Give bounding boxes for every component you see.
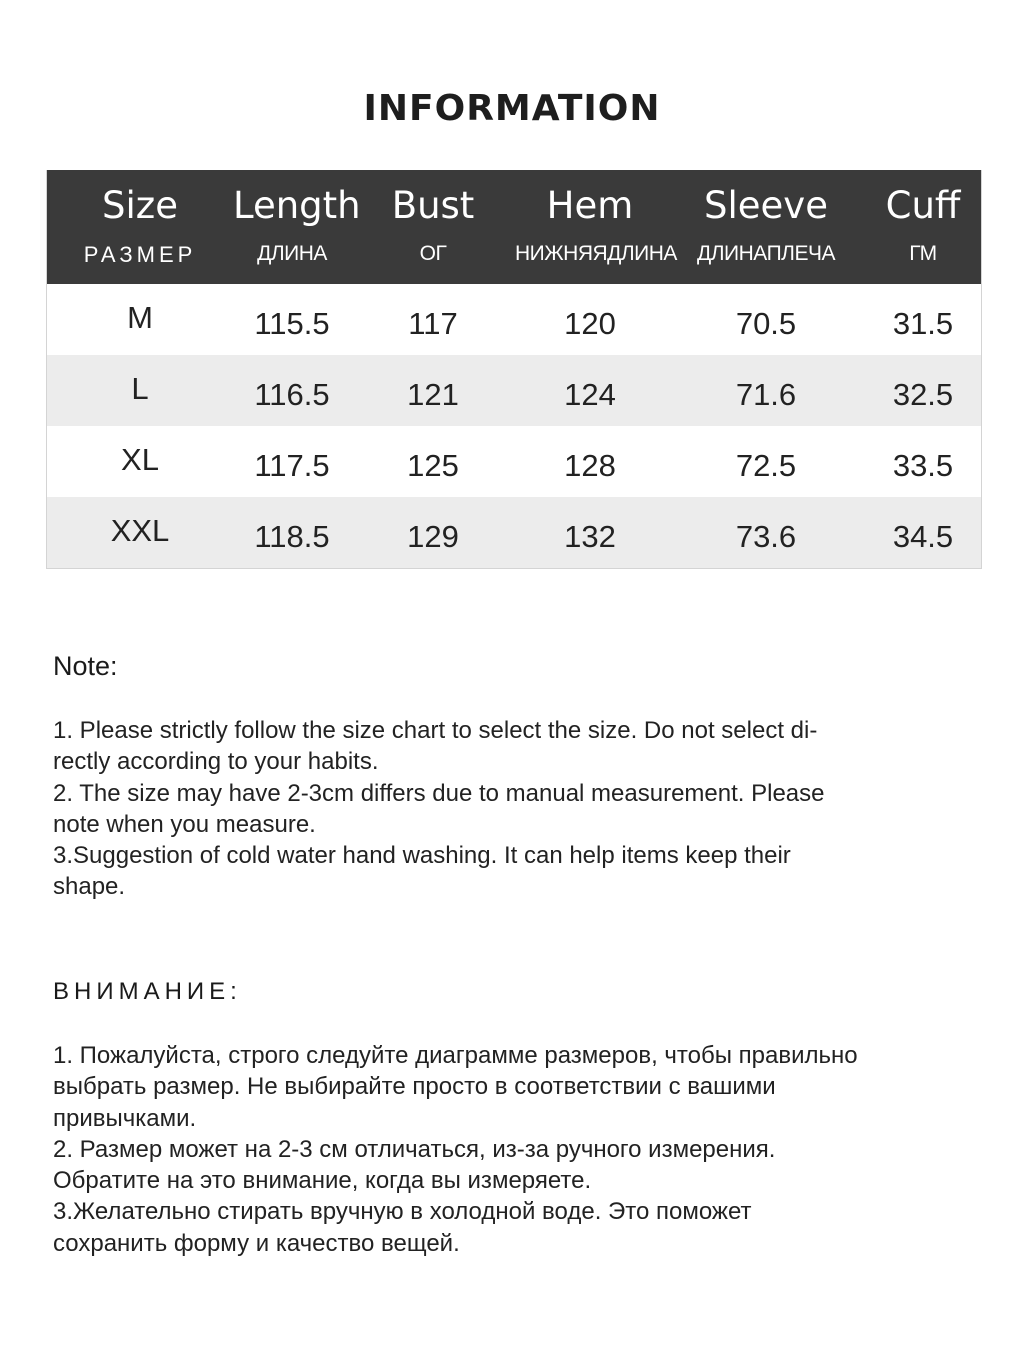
header-bust-ru: ОГ — [419, 242, 447, 265]
cell-sleeve — [665, 284, 867, 355]
cell-text: 34.5 — [892, 519, 954, 554]
vnimanie-line: 2. Размер может на 2-3 см отличаться, из-за ручного измерения. — [53, 1135, 776, 1163]
table-header — [47, 170, 981, 284]
header-cuff — [867, 170, 979, 284]
cell-length — [233, 426, 351, 497]
cell-sleeve — [665, 426, 867, 497]
cell-text: 125 — [407, 448, 459, 483]
cell-cuff — [867, 284, 979, 355]
cell-cuff — [867, 497, 979, 568]
cell-hem — [515, 497, 665, 568]
cell-length — [233, 497, 351, 568]
cell-text: M — [127, 300, 153, 335]
header-size — [47, 170, 233, 284]
note-line: 2. The size may have 2-3cm differs due to manual measurement. Please — [53, 779, 825, 807]
header-length-ru: ДЛИНА — [257, 242, 327, 265]
cell-length — [233, 284, 351, 355]
header-cuff-ru: ГМ — [909, 242, 937, 265]
header-size-ru: РАЗМЕР — [83, 242, 197, 267]
header-size-en: Size — [102, 184, 178, 227]
header-length-en: Length — [233, 184, 361, 227]
cell-length — [233, 355, 351, 426]
note-line: shape. — [53, 873, 126, 901]
cell-text: 132 — [564, 519, 616, 554]
vnimanie-line: Обратите на это внимание, когда вы измеряете. — [53, 1167, 592, 1195]
cell-text: 117 — [408, 306, 458, 341]
vnimanie-line: привычками. — [53, 1104, 197, 1132]
cell-cuff — [867, 426, 979, 497]
header-sleeve-en: Sleeve — [704, 184, 828, 227]
page-title: INFORMATION — [363, 88, 661, 129]
note-line: note when you measure. — [53, 810, 316, 838]
vnimanie-line: сохранить форму и качество вещей. — [53, 1229, 460, 1257]
cell-text: 73.6 — [735, 519, 797, 554]
note-line: 3.Suggestion of cold water hand washing. It can help items keep their — [53, 842, 791, 870]
header-length — [233, 170, 361, 284]
vnimanie-body — [53, 1040, 983, 1259]
cell-text: 115.5 — [254, 306, 330, 341]
cell-text: 72.5 — [735, 448, 797, 483]
cell-text: 118.5 — [254, 519, 330, 554]
cell-size — [47, 284, 233, 355]
table-row — [47, 284, 981, 355]
header-bust-en: Bust — [391, 184, 475, 227]
cell-bust — [351, 355, 515, 426]
cell-sleeve — [665, 355, 867, 426]
note-body — [53, 715, 983, 903]
cell-hem — [515, 426, 665, 497]
header-hem — [515, 170, 677, 284]
header-hem-ru: НИЖНЯЯДЛИНА — [515, 242, 677, 265]
cell-text: 129 — [407, 519, 459, 554]
header-cuff-en: Cuff — [885, 184, 961, 227]
cell-bust — [351, 426, 515, 497]
cell-bust — [351, 284, 515, 355]
cell-text: 124 — [564, 377, 616, 412]
vnimanie-line: выбрать размер. Не выбирайте просто в соответствии с вашими — [53, 1073, 776, 1101]
size-table — [46, 170, 982, 569]
cell-text: 128 — [564, 448, 616, 483]
note-title: Note: — [53, 651, 118, 681]
cell-size — [47, 355, 233, 426]
table-row — [47, 355, 981, 426]
vnimanie-title: ВНИМАНИЕ: — [53, 978, 242, 1005]
table-row — [47, 497, 981, 568]
header-bust — [351, 170, 515, 284]
cell-hem — [515, 284, 665, 355]
cell-text: 71.6 — [735, 377, 797, 412]
cell-text: 117.5 — [254, 448, 330, 483]
vnimanie-line: 1. Пожалуйста, строго следуйте диаграмме размеров, чтобы правильно — [53, 1042, 858, 1069]
table-row — [47, 426, 981, 497]
cell-text: L — [131, 371, 149, 406]
cell-text: XL — [121, 442, 159, 477]
cell-size — [47, 497, 233, 568]
cell-text: 32.5 — [892, 377, 954, 412]
cell-text: 70.5 — [735, 306, 797, 341]
cell-text: 31.5 — [892, 306, 954, 341]
cell-text: 33.5 — [892, 448, 954, 483]
note-line: rectly according to your habits. — [53, 748, 379, 776]
cell-text: 116.5 — [254, 377, 330, 412]
cell-text: 121 — [407, 377, 459, 412]
vnimanie-line: 3.Желательно стирать вручную в холодной воде. Это поможет — [53, 1198, 752, 1226]
header-sleeve — [665, 170, 867, 284]
cell-sleeve — [665, 497, 867, 568]
header-hem-en: Hem — [546, 184, 634, 227]
cell-bust — [351, 497, 515, 568]
note-line: 1. Please strictly follow the size chart to select the size. Do not select di- — [53, 717, 818, 744]
cell-text: 120 — [564, 306, 616, 341]
header-sleeve-ru: ДЛИНАПЛЕЧА — [697, 242, 835, 265]
cell-text: XXL — [110, 513, 170, 548]
cell-size — [47, 426, 233, 497]
cell-hem — [515, 355, 665, 426]
cell-cuff — [867, 355, 979, 426]
